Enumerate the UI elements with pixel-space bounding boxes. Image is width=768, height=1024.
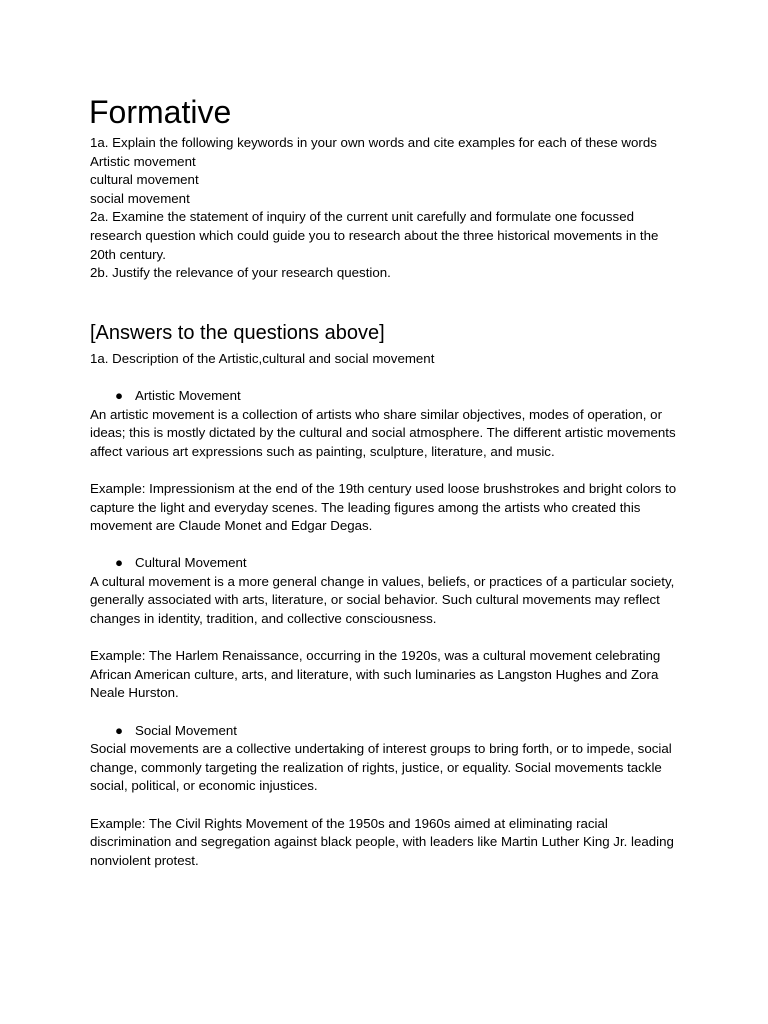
spacer — [90, 796, 680, 815]
keyword-artistic: Artistic movement — [90, 153, 196, 169]
bullet-cultural-movement — [90, 554, 680, 573]
bullet-social-movement — [90, 722, 680, 741]
definition-cultural: A cultural movement is a more general change in values, beliefs, or practices of a particular society, generally associated with arts, literature, or social behavior. Such cultural movements may reflect changes in identity, tradition, and collective consciousness. — [90, 573, 675, 627]
document-title: Formative — [89, 94, 232, 130]
question-2a: 2a. Examine the statement of inquiry of the current unit carefully and formulate one focussed research question which could guide you to research about the three historical movements in the 20th century. — [90, 209, 659, 262]
example-artistic: Example: Impressionism at the end of the 19th century used loose brushstrokes and bright colors to capture the light and everyday scenes. The leading figures among the artists who created this movement are Claude Monet and Edgar Degas. — [90, 480, 677, 534]
spacer — [90, 461, 680, 480]
question-2b: 2b. Justify the relevance of your research question. — [90, 265, 391, 281]
spacer — [90, 368, 680, 387]
spacer — [90, 283, 680, 320]
answers-intro: 1a. Description of the Artistic,cultural and social movement — [90, 350, 435, 366]
definition-social: Social movements are a collective undertaking of interest groups to bring forth, or to impede, social change, commonly targeting the realization of rights, justice, or equality. Social movements tackle social, political, or economic injustices. — [90, 741, 672, 794]
bullet-dot-icon: ● — [115, 387, 124, 403]
bullet-label: Artistic Movement — [135, 387, 241, 403]
spacer — [90, 536, 680, 555]
answers-heading: [Answers to the questions above] — [90, 321, 385, 344]
definition-artistic: An artistic movement is a collection of artists who share similar objectives, modes of operation, or ideas; this is mostly dictated by the cultural and social atmosphere. The different artistic movements affect various art expressions such as painting, sculpture, literature, and music. — [90, 406, 676, 459]
bullet-dot-icon: ● — [115, 555, 124, 571]
keyword-cultural: cultural movement — [90, 172, 199, 188]
bullet-label: Social Movement — [135, 722, 237, 738]
example-cultural: Example: The Harlem Renaissance, occurring in the 1920s, was a cultural movement celebrating African American culture, arts, and literature, with such luminaries as Langston Hughes and Zora Neale Hurston. — [90, 648, 661, 701]
bullet-artistic-movement — [90, 387, 680, 406]
question-1a: 1a. Explain the following keywords in your own words and cite examples for each of these words — [90, 135, 657, 150]
bullet-dot-icon: ● — [115, 722, 124, 738]
document-body — [90, 92, 680, 870]
bullet-label: Cultural Movement — [135, 555, 247, 571]
spacer — [90, 629, 680, 648]
spacer — [90, 703, 680, 722]
keyword-social: social movement — [90, 190, 190, 206]
example-social: Example: The Civil Rights Movement of the 1950s and 1960s aimed at eliminating racial discrimination and segregation against black people, with leaders like Martin Luther King Jr. leading nonviolent protest. — [90, 815, 674, 868]
